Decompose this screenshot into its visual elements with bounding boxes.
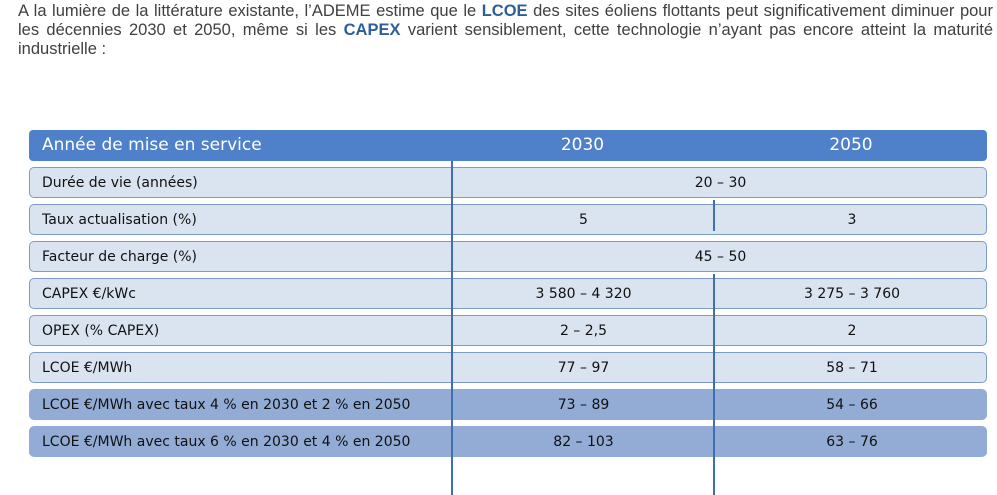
row-value-2050: 63 – 76 <box>826 434 878 450</box>
column-divider-years <box>713 274 715 495</box>
row-value-2030: 2 – 2,5 <box>559 323 608 339</box>
row-label: OPEX (% CAPEX) <box>42 323 160 339</box>
row-value-2050: 3 275 – 3 760 <box>803 286 901 302</box>
lcoe-table <box>29 130 987 457</box>
row-value-merged: 20 – 30 <box>694 175 747 191</box>
table-row-facteur-de-charge <box>29 241 987 272</box>
row-label: Taux actualisation (%) <box>42 212 197 228</box>
row-value-2050: 3 <box>847 212 857 228</box>
table-row-lcoe-taux-6 <box>29 426 987 457</box>
row-value-2050: 2 <box>847 323 857 339</box>
table-row-opex <box>29 315 987 346</box>
row-value-2030: 82 – 103 <box>553 434 614 450</box>
intro-text-2: des sites éoliens flottants peut significativement diminuer pour les décennies 2030 et 2050, même si les <box>18 2 993 39</box>
row-value-2030: 3 580 – 4 320 <box>535 286 632 302</box>
row-label: CAPEX €/kWc <box>42 286 136 302</box>
row-value-merged: 45 – 50 <box>694 249 747 265</box>
intro-text-1: A la lumière de la littérature existante, l’ADEME estime que le <box>18 2 482 20</box>
row-label: Durée de vie (années) <box>42 175 198 191</box>
intro-lcoe-term: LCOE <box>481 2 528 20</box>
column-divider-label <box>451 161 453 495</box>
table-row-lcoe-taux-4 <box>29 389 987 420</box>
row-value-2050: 58 – 71 <box>826 360 878 376</box>
intro-paragraph <box>18 2 993 59</box>
row-label: Facteur de charge (%) <box>42 249 198 265</box>
row-label: LCOE €/MWh <box>42 360 133 376</box>
table-row-lcoe <box>29 352 987 383</box>
column-divider-years <box>713 200 715 231</box>
intro-text-3: varient sensiblement, cette technologie n’ayant pas encore atteint la maturité industrielle : <box>18 21 993 58</box>
table-row-duree-de-vie <box>29 167 987 198</box>
row-value-2030: 73 – 89 <box>557 397 610 413</box>
table-row-capex <box>29 278 987 309</box>
intro-capex-term: CAPEX <box>343 21 401 39</box>
header-label: Année de mise en service <box>42 135 262 155</box>
header-col-2030: 2030 <box>560 135 605 155</box>
header-col-2050: 2050 <box>829 135 873 155</box>
row-label: LCOE €/MWh avec taux 6 % en 2030 et 4 % en 2050 <box>42 434 411 450</box>
table-header <box>29 130 987 161</box>
row-value-2050: 54 – 66 <box>826 397 878 413</box>
row-value-2030: 77 – 97 <box>557 360 610 376</box>
table-row-taux-actualisation <box>29 204 987 235</box>
row-value-2030: 5 <box>579 212 588 228</box>
row-label: LCOE €/MWh avec taux 4 % en 2030 et 2 % en 2050 <box>42 397 411 413</box>
